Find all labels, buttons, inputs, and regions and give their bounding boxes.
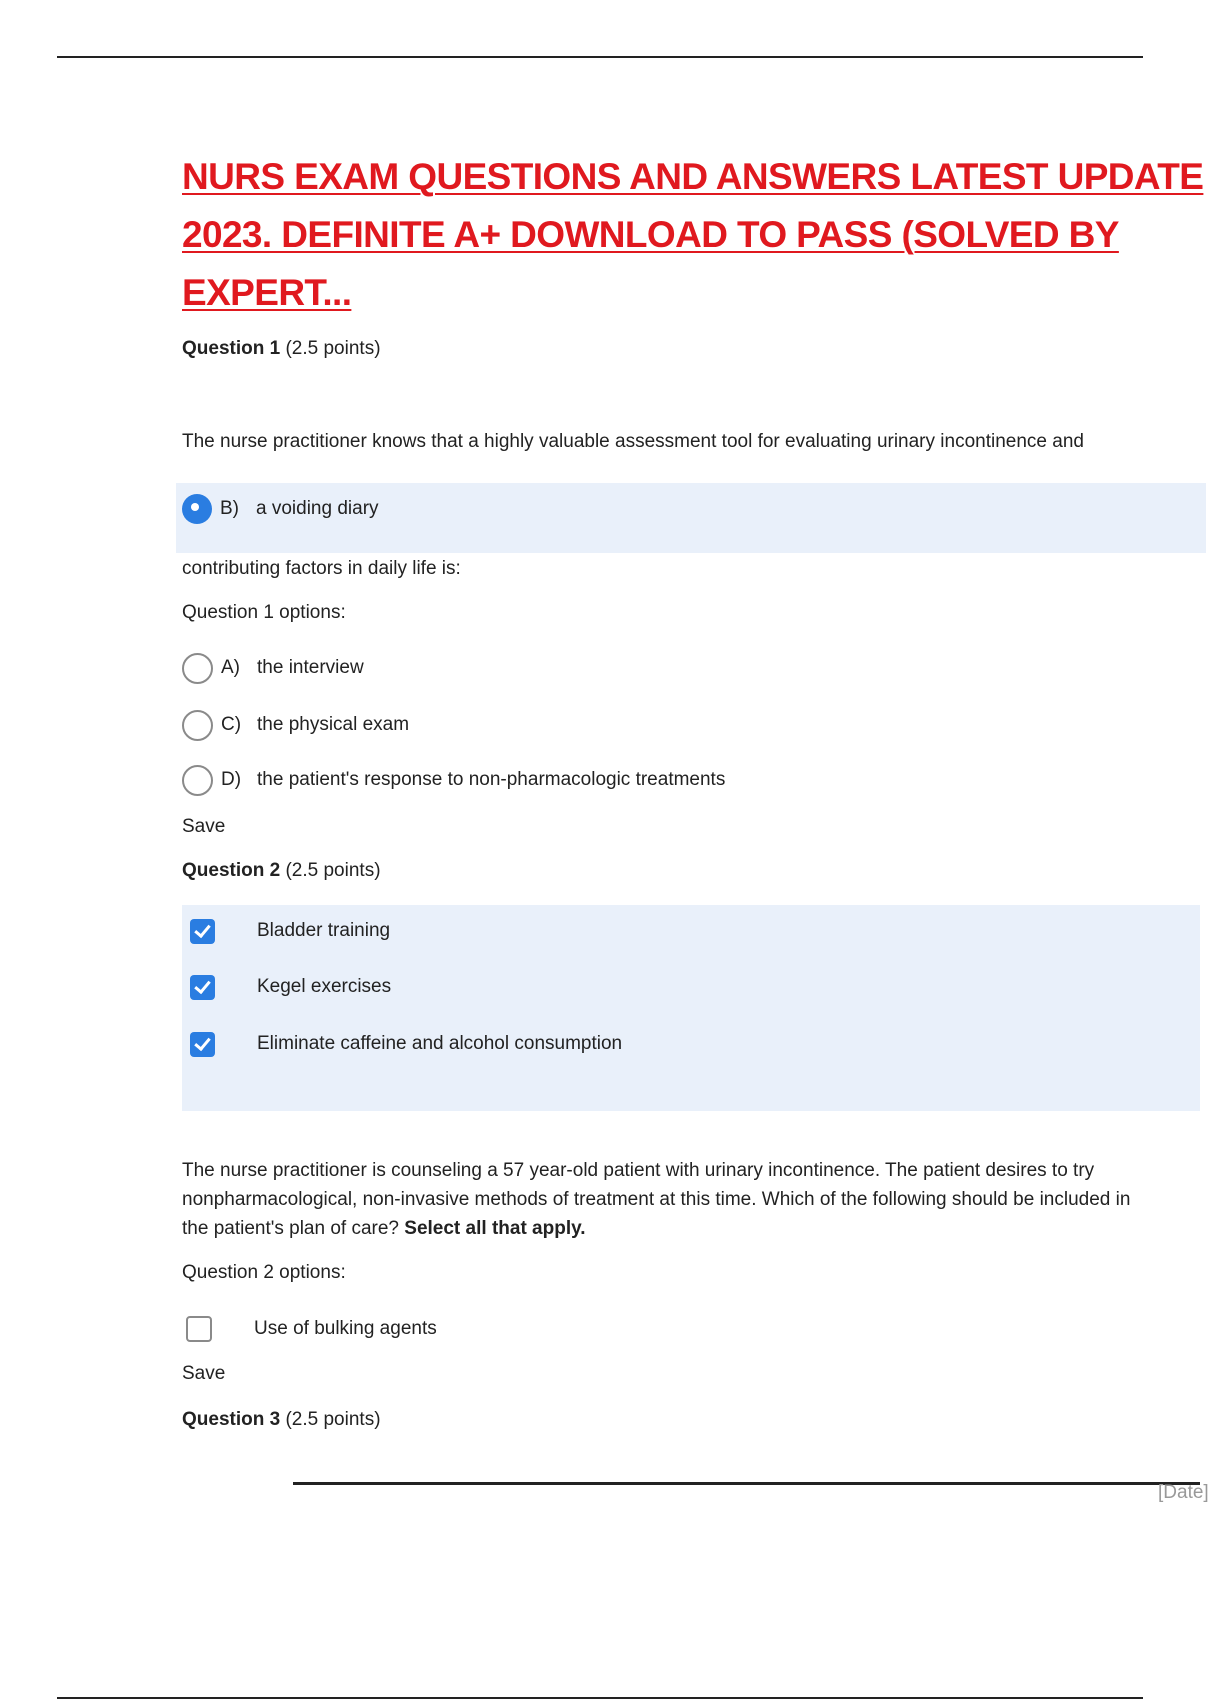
- question-2-prompt-line-2: nonpharmacological, non-invasive methods of treatment at this time. Which of the following should be included in: [182, 1189, 1131, 1210]
- question-1-option-b[interactable]: [182, 492, 379, 526]
- question-2-selected-option-1[interactable]: [190, 914, 390, 948]
- prompt-emphasis: Select all that apply.: [404, 1218, 586, 1239]
- question-1-option-a[interactable]: [182, 651, 364, 685]
- question-2-prompt-line-3: [182, 1214, 586, 1243]
- option-text: a voiding diary: [256, 498, 379, 519]
- option-text: Use of bulking agents: [254, 1318, 437, 1339]
- question-2-header: [182, 860, 381, 882]
- checkbox-checked-icon[interactable]: [190, 1032, 215, 1057]
- checkbox-checked-icon[interactable]: [190, 975, 215, 1000]
- question-1-prompt-line-1: The nurse practitioner knows that a highly valuable assessment tool for evaluating urinary incontinence and: [182, 431, 1084, 452]
- option-text: the patient's response to non-pharmacologic treatments: [257, 769, 726, 790]
- question-2-selected-option-3[interactable]: [190, 1027, 622, 1061]
- question-1-label: Question 1: [182, 338, 281, 359]
- document-title: [182, 148, 1204, 322]
- question-2-options-label: Question 2 options:: [182, 1262, 346, 1283]
- checkbox-icon[interactable]: [186, 1316, 212, 1342]
- question-3-points: (2.5 points): [285, 1409, 381, 1430]
- question-1-header: [182, 338, 381, 360]
- question-1-option-d[interactable]: [182, 763, 725, 797]
- top-rule: [57, 56, 1143, 58]
- option-text: the interview: [257, 657, 364, 678]
- option-text: Bladder training: [257, 920, 391, 941]
- question-1-points: (2.5 points): [285, 338, 381, 359]
- title-line-2: 2023. DEFINITE A+ DOWNLOAD TO PASS (SOLVED BY: [182, 214, 1119, 255]
- question-2-save-button[interactable]: Save: [182, 1363, 226, 1384]
- question-1-option-c[interactable]: [182, 708, 409, 742]
- radio-icon[interactable]: [182, 765, 213, 796]
- question-2-prompt-line-1: The nurse practitioner is counseling a 57 year-old patient with urinary incontinence. The patient desires to try: [182, 1160, 1095, 1181]
- question-2-selected-option-2[interactable]: [190, 970, 391, 1004]
- option-letter: A): [221, 657, 240, 678]
- question-2-option-1[interactable]: [186, 1312, 437, 1346]
- radio-selected-icon[interactable]: [182, 494, 212, 524]
- radio-icon[interactable]: [182, 710, 213, 741]
- option-letter: B): [220, 498, 239, 519]
- option-text: Kegel exercises: [257, 976, 392, 997]
- question-3-header: [182, 1409, 381, 1431]
- question-3-label: Question 3: [182, 1409, 281, 1430]
- option-letter: C): [221, 714, 242, 735]
- option-text: Eliminate caffeine and alcohol consumption: [257, 1033, 623, 1054]
- title-line-3: EXPERT...: [182, 272, 352, 313]
- question-1-prompt-line-2: contributing factors in daily life is:: [182, 558, 461, 579]
- title-line-1: NURS EXAM QUESTIONS AND ANSWERS LATEST UPDATE: [182, 156, 1204, 197]
- radio-icon[interactable]: [182, 653, 213, 684]
- question-1-options-label: Question 1 options:: [182, 602, 346, 623]
- footer-date: [Date]: [1158, 1482, 1209, 1503]
- question-2-label: Question 2: [182, 860, 281, 881]
- option-text: the physical exam: [257, 714, 410, 735]
- bottom-rule: [57, 1697, 1143, 1699]
- prompt-text: the patient's plan of care?: [182, 1218, 399, 1239]
- question-2-points: (2.5 points): [285, 860, 381, 881]
- question-1-save-button[interactable]: Save: [182, 816, 226, 837]
- option-letter: D): [221, 769, 242, 790]
- checkbox-checked-icon[interactable]: [190, 919, 215, 944]
- footer-rule: [293, 1482, 1200, 1485]
